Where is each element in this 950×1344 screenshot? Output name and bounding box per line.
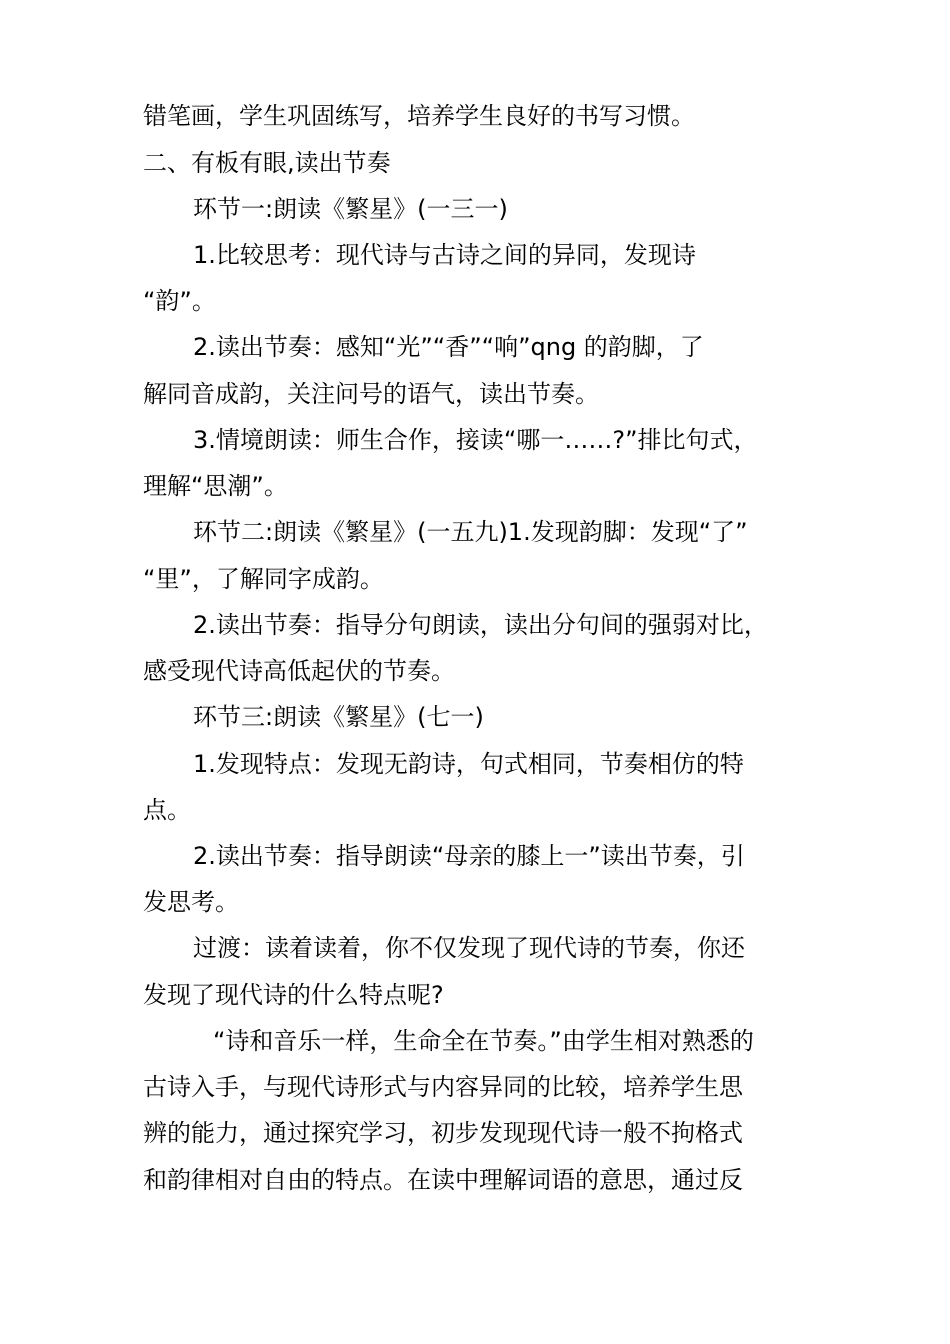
text-line: 理解“思潮”。: [143, 472, 288, 500]
text-line: 2.读出节奏：感知“光”“香”“响”qng 的韵脚，了: [193, 333, 704, 361]
text-line: “韵”。: [143, 287, 216, 315]
text-line: 辨的能力，通过探究学习，初步发现现代诗一般不拘格式: [143, 1119, 743, 1147]
text-line: 环节二:朗读《繁星》(一五九)1.发现韵脚：发现“了”: [193, 518, 748, 546]
text-line: 过渡：读着读着，你不仅发现了现代诗的节奏，你还: [193, 934, 745, 962]
text-line: 解同音成韵，关注问号的语气，读出节奏。: [143, 380, 599, 408]
text-line: 环节三:朗读《繁星》(七一): [193, 703, 484, 731]
text-line: 2.读出节奏：指导分句朗读，读出分句间的强弱对比，: [193, 611, 768, 639]
text-line: 发思考。: [143, 888, 239, 916]
text-line: “诗和音乐一样，生命全在节奏。”由学生相对熟悉的: [213, 1027, 754, 1055]
text-line: 和韵律相对自由的特点。在读中理解词语的意思，通过反: [143, 1166, 743, 1194]
text-line: 1.发现特点：发现无韵诗，句式相同，节奏相仿的特: [193, 750, 744, 778]
text-line: 发现了现代诗的什么特点呢?: [143, 981, 444, 1009]
text-line: “里”，了解同字成韵。: [143, 565, 384, 593]
text-line: 3.情境朗读：师生合作，接读“哪一……?”排比句式，: [193, 426, 758, 454]
section-heading: 二、有板有眼,读出节奏: [143, 149, 391, 177]
text-line: 环节一:朗读《繁星》(一三一): [193, 195, 508, 223]
text-line: 错笔画，学生巩固练写，培养学生良好的书写习惯。: [143, 102, 695, 130]
text-line: 感受现代诗高低起伏的节奏。: [143, 657, 455, 685]
text-line: 点。: [143, 796, 191, 824]
text-line: 古诗入手，与现代诗形式与内容异同的比较，培养学生思: [143, 1073, 743, 1101]
text-line: 2.读出节奏：指导朗读“母亲的膝上一”读出节奏，引: [193, 842, 745, 870]
text-line: 1.比较思考：现代诗与古诗之间的异同，发现诗: [193, 241, 696, 269]
